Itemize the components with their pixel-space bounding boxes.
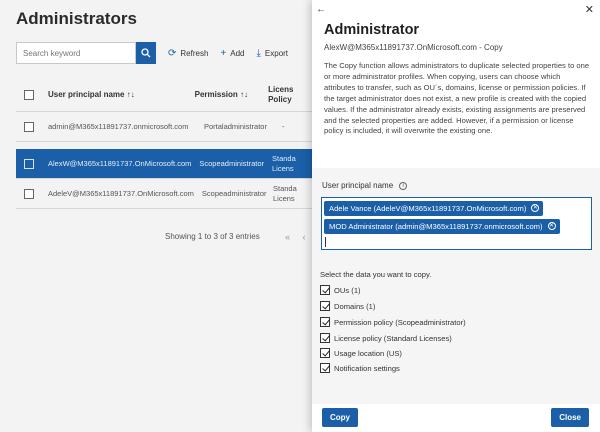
search-icon bbox=[141, 48, 151, 58]
close-button[interactable]: Close bbox=[551, 408, 589, 427]
page-title: Administrators bbox=[16, 9, 137, 28]
export-icon: ⤓ bbox=[256, 47, 261, 59]
cell-upn: AdeleV@M365x11891737.OnMicrosoft.com bbox=[48, 189, 194, 198]
export-button[interactable] bbox=[256, 48, 288, 59]
select-all-checkbox[interactable] bbox=[24, 90, 34, 100]
panel-body bbox=[312, 168, 600, 404]
refresh-button[interactable] bbox=[168, 48, 208, 59]
panel-description: The Copy function allows administrators to duplicate selected properties to one or more administrator profiles. When copying, users can choose which attributes to transfer, such as OU´s, domains, license or permission policies. If the target administrator does not exist, a new profile is created with the copied values. If the administrator already exists, existing assignments are preserved and the selected properties are added. However, if a permission or license policy is included, it will overwrite the existing one. bbox=[324, 61, 590, 136]
row-checkbox[interactable] bbox=[24, 159, 34, 169]
column-header-permission[interactable]: Permission ↑↓ bbox=[194, 90, 249, 99]
upn-field-label: User principal name i bbox=[322, 181, 407, 190]
add-button[interactable] bbox=[220, 48, 244, 59]
toolbar bbox=[16, 42, 288, 64]
panel-title: Administrator bbox=[324, 22, 420, 38]
copy-data-label: Select the data you want to copy. bbox=[320, 270, 432, 279]
remove-tag-icon[interactable]: ✕ bbox=[549, 223, 555, 229]
cell-license: - bbox=[282, 121, 285, 131]
panel-subtitle: AlexW@M365x11891737.OnMicrosoft.com - Copy bbox=[324, 43, 503, 52]
cell-permission: Scopeadministrator bbox=[201, 189, 267, 198]
checkbox[interactable] bbox=[320, 348, 330, 358]
checkbox[interactable] bbox=[320, 333, 330, 343]
search-input[interactable] bbox=[16, 42, 136, 64]
option-permission-policy[interactable]: Permission policy (Scopeadministrator) bbox=[320, 317, 466, 327]
option-ous[interactable]: OUs (1) bbox=[320, 285, 361, 295]
pagination-info: Showing 1 to 3 of 3 entries bbox=[165, 232, 260, 241]
administrators-table bbox=[16, 78, 316, 209]
cell-license: Standa Licens bbox=[272, 153, 296, 173]
option-domains[interactable]: Domains (1) bbox=[320, 301, 375, 311]
column-header-upn[interactable]: User principal name ↑↓ bbox=[48, 90, 135, 99]
cell-permission: Portaladministrator bbox=[204, 122, 267, 131]
checkbox[interactable] bbox=[320, 285, 330, 295]
table-row[interactable] bbox=[16, 112, 316, 142]
panel-header bbox=[312, 0, 600, 160]
selected-user-tag: MOD Administrator (admin@M365x11891737.onmicrosoft.com) ✕ bbox=[324, 219, 560, 234]
cell-license: Standa Licens bbox=[273, 183, 297, 203]
search-button[interactable] bbox=[136, 42, 156, 64]
option-license-policy[interactable]: License policy (Standard Licenses) bbox=[320, 333, 452, 343]
refresh-icon: ⟳ bbox=[168, 47, 177, 59]
add-label: Add bbox=[230, 48, 245, 58]
sort-icon: ↑↓ bbox=[126, 90, 135, 99]
pagination-controls[interactable] bbox=[285, 232, 306, 242]
copy-administrator-panel bbox=[312, 0, 600, 432]
column-header-license[interactable]: Licens Policy bbox=[268, 84, 294, 104]
table-row[interactable] bbox=[16, 149, 316, 179]
refresh-label: Refresh bbox=[180, 48, 209, 58]
back-arrow-icon[interactable]: ← bbox=[316, 4, 326, 15]
info-icon[interactable]: i bbox=[399, 182, 407, 190]
first-page-icon[interactable]: « bbox=[285, 232, 291, 242]
text-cursor bbox=[325, 237, 326, 247]
panel-footer bbox=[312, 404, 600, 432]
option-notification-settings[interactable]: Notification settings bbox=[320, 363, 400, 373]
checkbox[interactable] bbox=[320, 317, 330, 327]
checkbox[interactable] bbox=[320, 301, 330, 311]
selected-user-tag: Adele Vance (AdeleV@M365x11891737.OnMicrosoft.com) ✕ bbox=[324, 201, 543, 216]
table-header bbox=[16, 78, 316, 112]
copy-button[interactable]: Copy bbox=[322, 408, 358, 427]
remove-tag-icon[interactable]: ✕ bbox=[532, 205, 538, 211]
row-checkbox[interactable] bbox=[24, 189, 34, 199]
upn-multiselect-input[interactable] bbox=[321, 197, 592, 250]
table-row[interactable] bbox=[16, 179, 316, 209]
cell-permission: Scopeadministrator bbox=[199, 159, 264, 168]
option-usage-location[interactable]: Usage location (US) bbox=[320, 348, 402, 358]
plus-icon: + bbox=[220, 47, 227, 59]
export-label: Export bbox=[264, 48, 289, 58]
prev-page-icon[interactable]: ‹ bbox=[302, 232, 306, 242]
checkbox[interactable] bbox=[320, 363, 330, 373]
close-icon[interactable]: ✕ bbox=[584, 4, 594, 16]
row-checkbox[interactable] bbox=[24, 122, 34, 132]
cell-upn: admin@M365x11891737.onmicrosoft.com bbox=[48, 122, 189, 131]
sort-icon: ↑↓ bbox=[240, 90, 249, 99]
cell-upn: AlexW@M365x11891737.OnMicrosoft.com bbox=[48, 159, 192, 168]
